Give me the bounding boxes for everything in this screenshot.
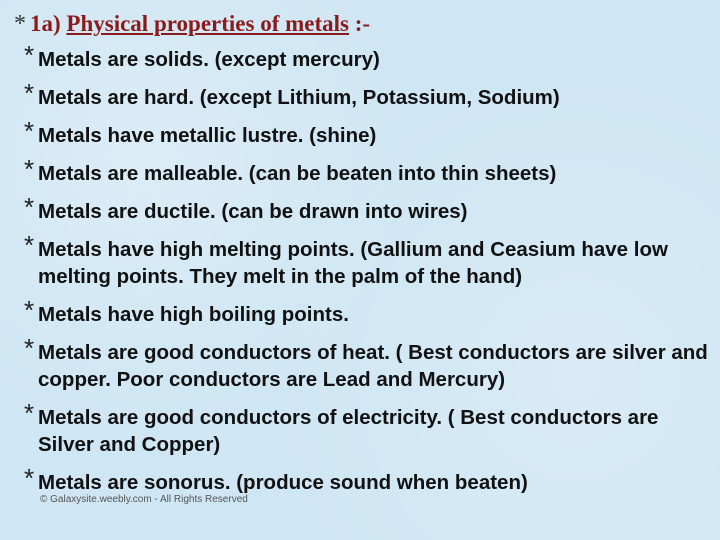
slide-title bbox=[14, 10, 370, 38]
title-main: Physical properties of metals bbox=[66, 11, 349, 36]
list-item bbox=[24, 295, 714, 328]
list-item bbox=[24, 40, 714, 73]
bullet-icon: * bbox=[24, 40, 35, 70]
list-item bbox=[24, 398, 714, 458]
list-item-text: Metals have metallic lustre. (shine) bbox=[38, 124, 377, 147]
list-item-text: Metals are solids. (except mercury) bbox=[38, 48, 380, 71]
list-item bbox=[24, 192, 714, 225]
list-item-text: Metals are good conductors of electricity. ( Best conductors are Silver and Copper) bbox=[38, 406, 659, 456]
list-item bbox=[24, 78, 714, 111]
bullet-icon: * bbox=[24, 463, 35, 493]
title-suffix: :- bbox=[348, 11, 371, 36]
list-item bbox=[24, 333, 714, 393]
list-item bbox=[24, 230, 714, 290]
properties-list bbox=[24, 40, 714, 507]
list-item bbox=[24, 463, 714, 496]
title-prefix: 1a) bbox=[30, 11, 67, 36]
list-item-text: Metals have high boiling points. bbox=[38, 303, 349, 326]
list-item bbox=[24, 154, 714, 187]
list-item-text: Metals have high melting points. (Gallium and Ceasium have low melting points. They melt in the palm of the hand) bbox=[38, 238, 668, 288]
bullet-icon: * bbox=[24, 295, 35, 325]
title-bullet: * bbox=[14, 11, 26, 37]
bullet-icon: * bbox=[24, 333, 35, 363]
bullet-icon: * bbox=[24, 154, 35, 184]
bullet-icon: * bbox=[24, 230, 35, 260]
list-item-text: Metals are ductile. (can be drawn into wires) bbox=[38, 200, 468, 223]
list-item-text: Metals are hard. (except Lithium, Potassium, Sodium) bbox=[38, 86, 560, 109]
list-item bbox=[24, 116, 714, 149]
watermark: © Galaxysite.weebly.com - All Rights Reserved bbox=[40, 494, 248, 505]
bullet-icon: * bbox=[24, 116, 35, 146]
bullet-icon: * bbox=[24, 192, 35, 222]
bullet-icon: * bbox=[24, 398, 35, 428]
bullet-icon: * bbox=[24, 78, 35, 108]
list-item-text: Metals are malleable. (can be beaten into thin sheets) bbox=[38, 162, 557, 185]
list-item-text: Metals are sonorus. (produce sound when beaten) bbox=[38, 471, 528, 494]
list-item-text: Metals are good conductors of heat. ( Best conductors are silver and copper. Poor conductors are Lead and Mercury) bbox=[38, 341, 708, 391]
